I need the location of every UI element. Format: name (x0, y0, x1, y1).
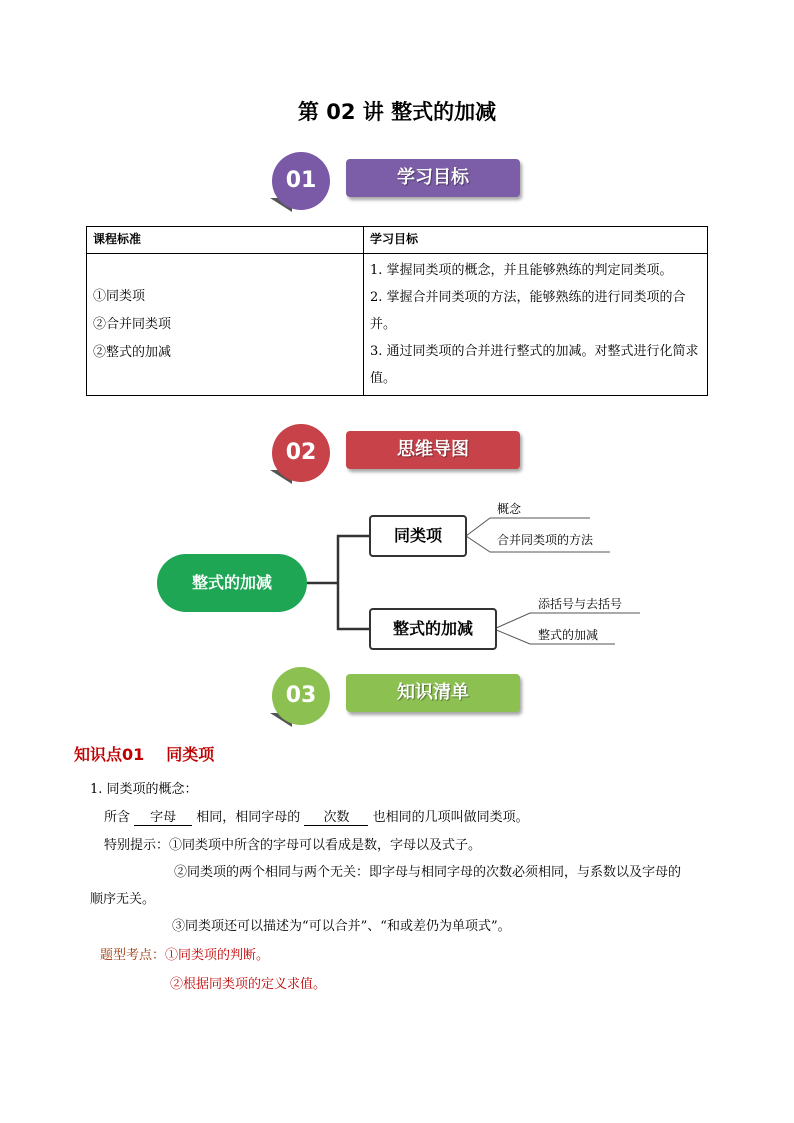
tip-text: 顺序无关。 (90, 892, 156, 907)
mindmap-leaf: 概念 (497, 502, 522, 516)
tip-label: 特别提示： (104, 838, 170, 853)
exam-item: ②根据同类项的定义求值。 (170, 977, 327, 992)
goal-item: 1. 掌握同类项的概念，并且能够熟练的判定同类项。 (370, 263, 673, 278)
definition-line (104, 806, 529, 826)
section-number: 02 (285, 440, 317, 465)
mindmap-branch: 整式的加减 (369, 608, 497, 650)
standard-item: ②整式的加减 (93, 345, 172, 360)
tip-text: ②同类项的两个相同与两个无关：即字母与相同字母的次数必须相同，与系数以及字母的 (174, 865, 682, 880)
standard-item: ①同类项 (93, 289, 146, 304)
section-number: 03 (285, 683, 317, 708)
item-title: 1. 同类项的概念： (90, 782, 198, 797)
mindmap-root: 整式的加减 (157, 554, 307, 612)
exam-label: 题型考点： (100, 948, 166, 963)
section-number-badge (272, 667, 330, 725)
section-title-bar (346, 674, 520, 712)
standard-item: ②合并同类项 (93, 317, 172, 332)
knowledge-point-label: 知识点01 (74, 745, 145, 764)
mindmap-leaf: 添括号与去括号 (538, 597, 623, 611)
section-banner-03 (270, 667, 530, 723)
mindmap-leaf: 合并同类项的方法 (497, 533, 594, 547)
knowledge-point-title: 同类项 (166, 745, 215, 764)
mindmap-leaf: 整式的加减 (538, 628, 599, 642)
knowledge-point-heading (74, 742, 214, 765)
exam-line (100, 944, 269, 963)
fill-blank-answer: 字母 (134, 806, 192, 826)
section-title: 知识清单 (397, 682, 469, 703)
tip-line (104, 834, 481, 853)
tip-text: ③同类项还可以描述为“可以合并”、“和或差仍为单项式”。 (172, 919, 511, 934)
table-header-goals: 学习目标 (364, 227, 708, 254)
definition-text: 也相同的几项叫做同类项。 (372, 810, 529, 825)
goal-item: 2. 掌握合并同类项的方法，能够熟练的进行同类项的合并。 (370, 290, 686, 332)
tip-text: ①同类项中所含的字母可以看成是数，字母以及式子。 (169, 838, 482, 853)
section-number: 01 (285, 168, 317, 193)
definition-text: 相同，相同字母的 (196, 810, 301, 825)
fill-blank-answer: 次数 (304, 806, 368, 826)
definition-text: 所含 (104, 810, 131, 825)
goal-item: 3. 通过同类项的合并进行整式的加减。对整式进行化简求值。 (370, 344, 699, 386)
exam-item: ①同类项的判断。 (165, 948, 270, 963)
page-title: 第 02 讲 整式的加减 (297, 100, 497, 124)
section-title: 思维导图 (397, 439, 469, 460)
section-title: 学习目标 (397, 167, 469, 188)
mindmap-branch: 同类项 (369, 515, 467, 557)
table-header-standards: 课程标准 (87, 227, 364, 254)
